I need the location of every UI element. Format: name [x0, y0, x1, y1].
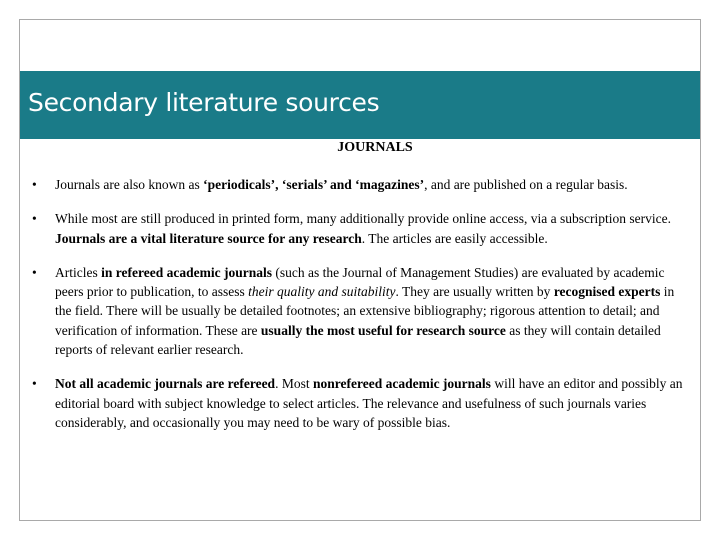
bullet-text: , and are published on a regular basis. — [424, 177, 628, 192]
bullet-text: . They are usually written by — [395, 284, 554, 300]
bullet-emphasis: Not all academic journals are refereed — [55, 376, 276, 392]
slide-title: Secondary literature sources — [28, 88, 380, 117]
bullet-icon: • — [32, 177, 37, 192]
bullet-emphasis: usually the most useful for research source — [260, 322, 506, 338]
bullet-text: (such as the Journal of Management Studies) are evaluated by academic peers prior to publication, to assess — [55, 264, 665, 300]
bullet-italic: their quality and suitability — [248, 284, 396, 300]
bullet-icon: • — [32, 211, 37, 227]
slide — [19, 19, 701, 521]
bullet-text: Articles — [55, 264, 102, 280]
bullet-text: Journals are also known as — [55, 177, 204, 192]
bullet-item — [20, 263, 700, 359]
bullet-text: as they will contain detailed reports of relevant earlier research. — [55, 322, 661, 358]
bullet-item — [20, 374, 700, 432]
bullet-text: will have an editor and possibly an editorial board with subject knowledge to select articles. The relevance and usefulness of such journals varies considerably, and occasionally you may need to be wary of possible bias. — [55, 376, 683, 430]
bullet-list — [20, 175, 700, 447]
bullet-emphasis: Journals are a vital literature source for any research — [55, 230, 362, 246]
bullet-emphasis: in refereed academic journals — [101, 264, 272, 280]
bullet-text: in the field. There will be usually be detailed footnotes; an extensive bibliography; rigorous attention to detail; and verification of information. These are — [55, 284, 675, 338]
bullet-icon: • — [32, 264, 37, 280]
bullet-text: . The articles are easily accessible. — [361, 230, 548, 246]
bullet-text: While most are still produced in printed form, many additionally provide online access, via a subscription service. — [55, 211, 671, 227]
bullet-icon: • — [32, 376, 37, 392]
title-bar — [20, 71, 700, 139]
bullet-text: . Most — [275, 376, 313, 392]
bullet-item — [20, 209, 700, 248]
section-heading: JOURNALS — [337, 140, 413, 155]
bullet-emphasis: nonrefereed academic journals — [312, 376, 491, 392]
bullet-emphasis: recognised experts — [553, 284, 661, 300]
bullet-emphasis: ‘periodicals’, ‘serials’ and ‘magazines’ — [203, 177, 425, 192]
bullet-item — [20, 175, 700, 194]
